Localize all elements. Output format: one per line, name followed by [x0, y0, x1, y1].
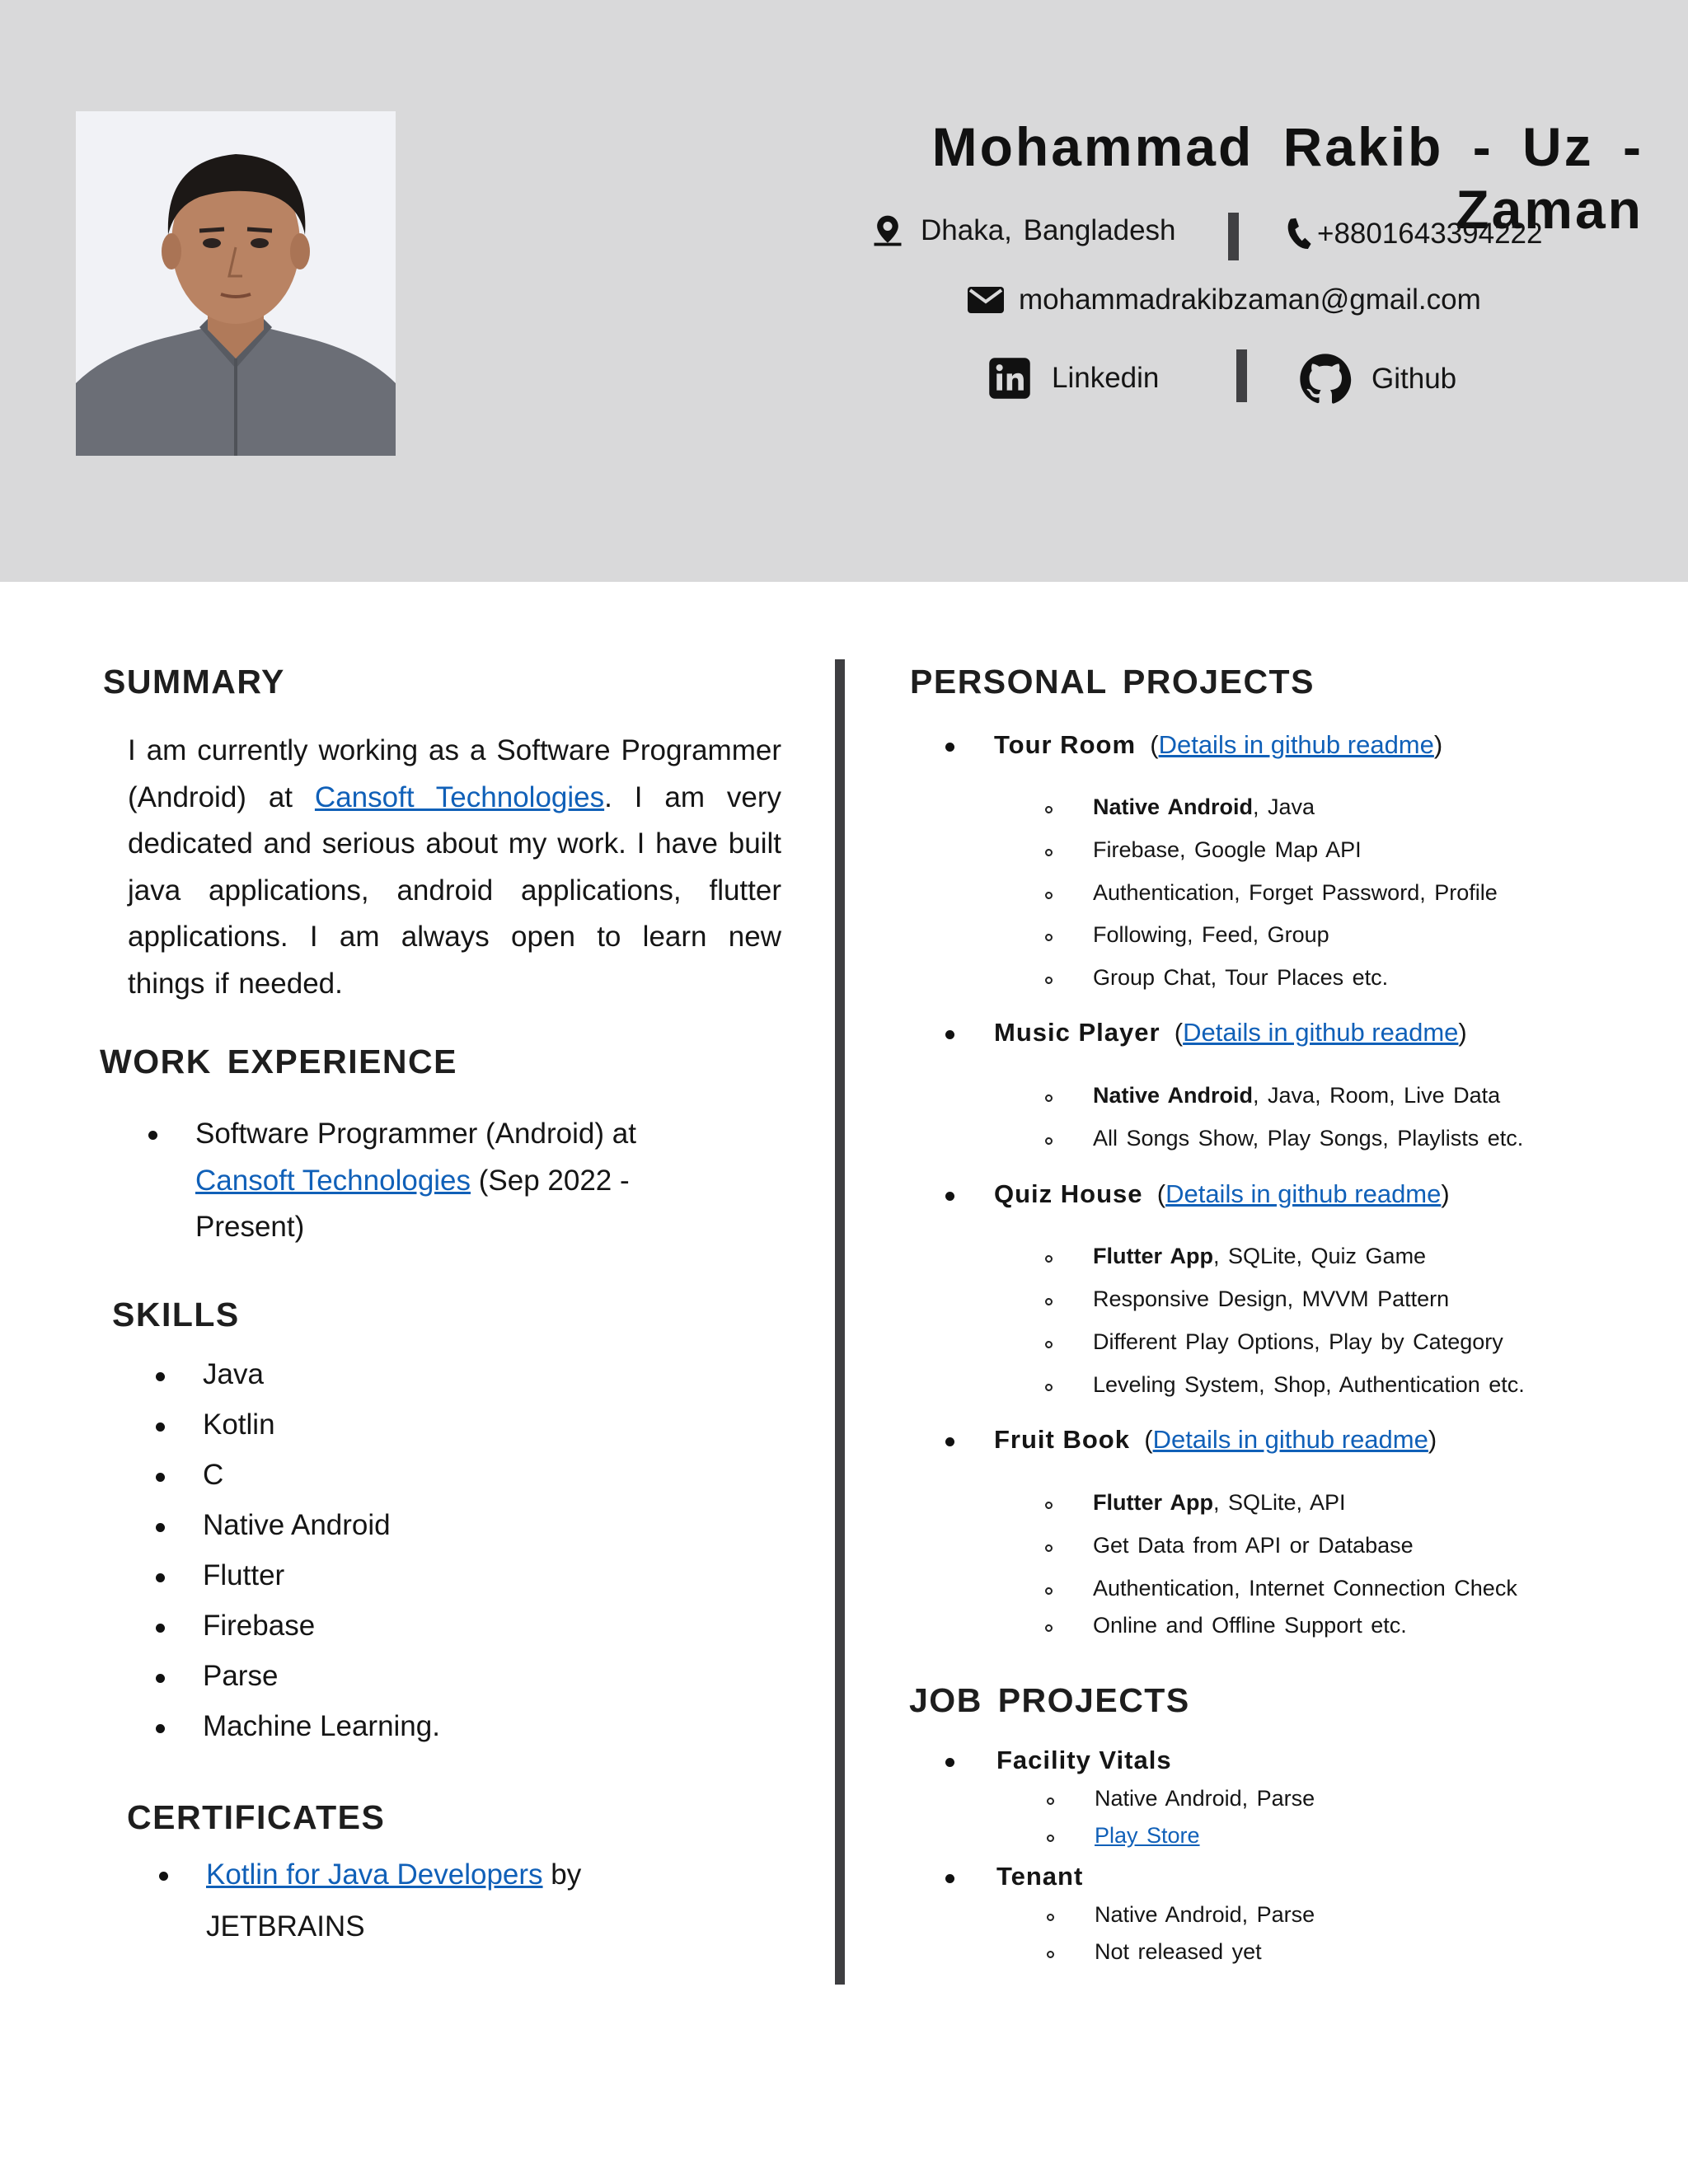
project-readme-link[interactable]: Details in github readme — [1183, 1018, 1459, 1047]
personal-projects-heading: PERSONAL PROJECTS — [910, 663, 1315, 701]
skill-item: Firebase — [203, 1610, 316, 1642]
project-bullet — [945, 1192, 954, 1201]
project-detail: Online and Offline Support etc. — [1093, 1613, 1407, 1638]
skill-bullet — [156, 1473, 165, 1482]
project-tour-room: Tour Room (Details in github readme) — [994, 730, 1443, 759]
job-project-title: Tenant — [996, 1862, 1084, 1891]
certificate-bullet — [159, 1872, 168, 1881]
detail-bullet — [1045, 849, 1053, 856]
project-detail: Group Chat, Tour Places etc. — [1093, 965, 1389, 990]
project-title: Quiz House — [994, 1179, 1143, 1208]
project-detail: Get Data from API or Database — [1093, 1533, 1414, 1558]
skill-bullet — [156, 1724, 165, 1733]
project-detail: Responsive Design, MVVM Pattern — [1093, 1286, 1450, 1311]
github-label: Github — [1372, 363, 1457, 395]
detail-bullet — [1045, 1502, 1053, 1509]
detail-bullet — [1045, 1384, 1053, 1391]
resume-header — [0, 0, 1688, 582]
project-readme-link[interactable]: Details in github readme — [1165, 1179, 1442, 1208]
detail-bullet — [1045, 1341, 1053, 1348]
skill-bullet — [156, 1523, 165, 1532]
github-link[interactable] — [1299, 353, 1456, 405]
project-readme-link[interactable]: Details in github readme — [1158, 730, 1434, 759]
detail-bullet — [1045, 1137, 1053, 1145]
detail-bullet — [1045, 1544, 1053, 1552]
detail-bullet — [1045, 806, 1053, 813]
certificate-link[interactable]: Kotlin for Java Developers — [206, 1858, 543, 1891]
certificates-heading: CERTIFICATES — [127, 1798, 386, 1836]
location-text: Dhaka, Bangladesh — [921, 214, 1176, 246]
project-detail: Native Android, Java, Room, Live Data — [1093, 1083, 1501, 1108]
detail-bullet — [1047, 1951, 1054, 1958]
work-company-link[interactable]: Cansoft Technologies — [195, 1164, 471, 1197]
project-music-player: Music Player (Details in github readme) — [994, 1018, 1467, 1047]
linkedin-link[interactable] — [987, 356, 1159, 401]
contact-separator — [1228, 213, 1239, 260]
project-detail: Authentication, Forget Password, Profile — [1093, 880, 1498, 905]
location — [870, 213, 1176, 249]
linkedin-label: Linkedin — [1052, 362, 1160, 394]
detail-bullet — [1045, 1624, 1053, 1632]
detail-bullet — [1045, 1298, 1053, 1305]
job-project-link-row — [1095, 1823, 1200, 1849]
project-detail: Native Android, Java — [1093, 794, 1315, 819]
project-title: Fruit Book — [994, 1425, 1130, 1454]
linkedin-icon — [987, 356, 1032, 401]
profile-photo — [76, 111, 396, 456]
work-bullet — [148, 1131, 157, 1140]
job-project-detail: Native Android, Parse — [1095, 1902, 1315, 1927]
email-address: mohammadrakibzaman@gmail.com — [1019, 284, 1481, 316]
detail-bullet — [1047, 1835, 1054, 1842]
project-readme-link[interactable]: Details in github readme — [1152, 1425, 1428, 1454]
phone-number: +8801643394222 — [1317, 218, 1543, 250]
detail-bullet — [1045, 892, 1053, 899]
certificate-entry — [206, 1858, 581, 1891]
project-title: Tour Room — [994, 730, 1137, 759]
project-detail: Flutter App, SQLite, Quiz Game — [1093, 1244, 1427, 1268]
skill-bullet — [156, 1674, 165, 1683]
summary-heading: SUMMARY — [103, 663, 285, 701]
job-project-detail: Native Android, Parse — [1095, 1786, 1315, 1811]
skill-bullet — [156, 1372, 165, 1381]
detail-bullet — [1045, 1094, 1053, 1102]
skill-item: C — [203, 1459, 224, 1491]
social-separator — [1236, 349, 1247, 402]
project-detail: Firebase, Google Map API — [1093, 837, 1362, 862]
work-entry — [195, 1111, 657, 1251]
project-quiz-house: Quiz House (Details in github readme) — [994, 1179, 1450, 1208]
summary-text-end: . I am very dedicated and serious about my work. I have built java applications, android applications, flutter applications. I am always open to learn new things if needed. — [128, 780, 781, 1000]
certificate-by: by — [542, 1858, 582, 1891]
job-projects-heading: JOB PROJECTS — [909, 1681, 1190, 1719]
work-experience-heading: WORK EXPERIENCE — [100, 1043, 457, 1080]
detail-bullet — [1047, 1914, 1054, 1921]
project-detail: Flutter App, SQLite, API — [1093, 1490, 1346, 1515]
work-role: Software Programmer (Android) at — [195, 1118, 636, 1150]
skill-item: Kotlin — [203, 1408, 275, 1441]
github-icon — [1299, 353, 1352, 405]
full-name: Mohammad Rakib - Uz - Zaman — [931, 116, 1643, 240]
play-store-link[interactable]: Play Store — [1095, 1823, 1200, 1848]
skill-item: Java — [203, 1358, 264, 1390]
skill-item: Native Android — [203, 1509, 391, 1541]
skills-heading: SKILLS — [112, 1296, 240, 1333]
skill-bullet — [156, 1573, 165, 1582]
profile-photo-illustration — [76, 111, 396, 456]
summary-text-start: I am currently working as a Software Programmer (Android) at — [128, 734, 781, 813]
project-detail: Following, Feed, Group — [1093, 922, 1329, 947]
column-divider — [835, 659, 845, 1985]
detail-bullet — [1047, 1797, 1054, 1805]
project-detail: Authentication, Internet Connection Check — [1093, 1576, 1517, 1601]
job-project-bullet — [945, 1758, 954, 1767]
detail-bullet — [1045, 1255, 1053, 1263]
project-bullet — [945, 1030, 954, 1039]
email[interactable] — [966, 284, 1481, 316]
phone-icon — [1284, 216, 1312, 252]
email-envelope-icon — [966, 285, 1006, 315]
phone[interactable] — [1284, 216, 1543, 252]
skill-item: Machine Learning. — [203, 1710, 440, 1742]
project-bullet — [945, 743, 954, 752]
detail-bullet — [1045, 977, 1053, 984]
job-project-title: Facility Vitals — [996, 1746, 1172, 1774]
work-period: (Sep 2022 - Present) — [195, 1164, 630, 1243]
location-pin-icon — [870, 213, 906, 249]
skill-bullet — [156, 1624, 165, 1633]
summary-company-link[interactable]: Cansoft Technologies — [314, 780, 605, 813]
skill-bullet — [156, 1422, 165, 1432]
detail-bullet — [1045, 1587, 1053, 1595]
job-project-note: Not released yet — [1095, 1939, 1262, 1964]
project-detail: All Songs Show, Play Songs, Playlists etc. — [1093, 1126, 1524, 1151]
project-fruit-book: Fruit Book (Details in github readme) — [994, 1425, 1437, 1454]
project-detail: Leveling System, Shop, Authentication etc. — [1093, 1372, 1525, 1397]
skill-item: Flutter — [203, 1559, 285, 1591]
certificate-issuer: JETBRAINS — [206, 1910, 365, 1943]
job-project-bullet — [945, 1874, 954, 1883]
skill-item: Parse — [203, 1660, 279, 1692]
summary-text — [128, 728, 781, 1007]
project-title: Music Player — [994, 1018, 1160, 1047]
project-detail: Different Play Options, Play by Category — [1093, 1329, 1503, 1354]
detail-bullet — [1045, 934, 1053, 941]
project-bullet — [945, 1437, 954, 1446]
